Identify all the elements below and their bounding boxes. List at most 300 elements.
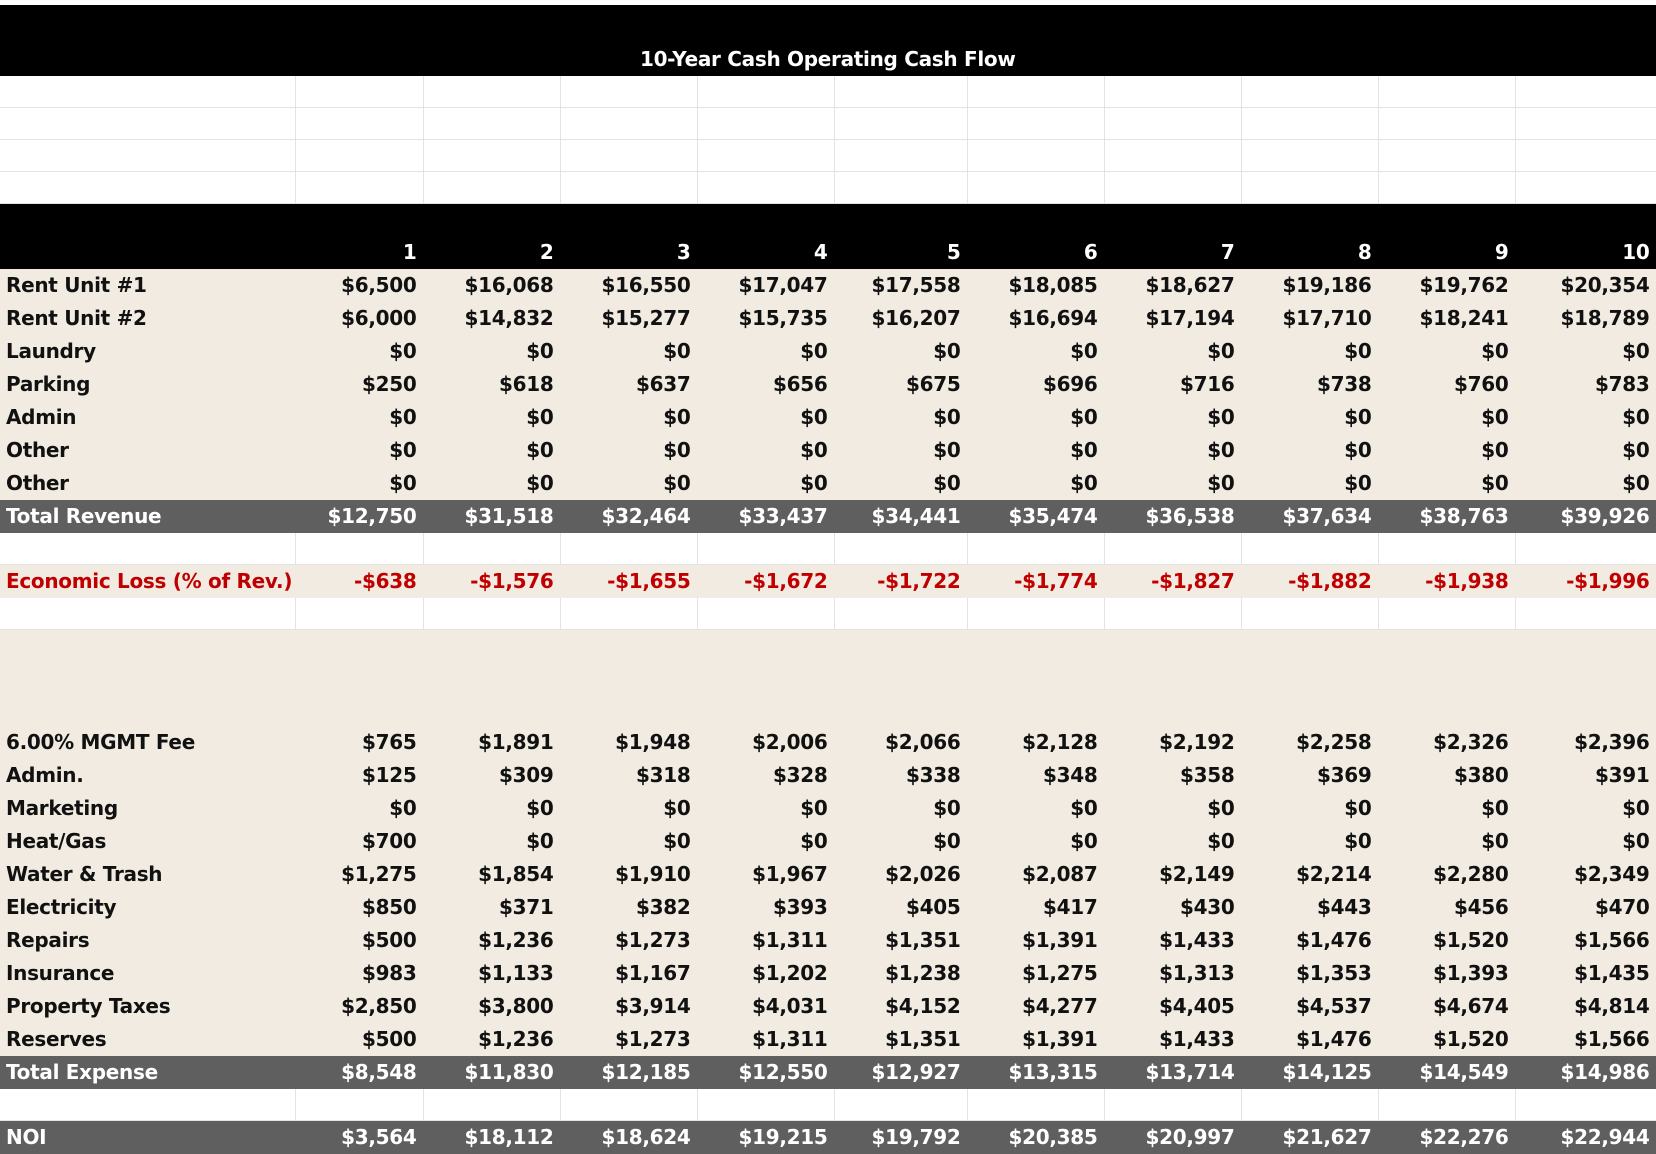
value-cell[interactable]: $850 — [295, 890, 423, 923]
empty-cell[interactable] — [1241, 107, 1378, 139]
value-cell[interactable]: $0 — [1378, 334, 1515, 367]
value-cell[interactable]: $14,832 — [423, 301, 560, 334]
value-cell[interactable]: $0 — [1378, 433, 1515, 466]
value-cell[interactable]: $0 — [423, 466, 560, 499]
value-cell[interactable]: -$1,774 — [967, 564, 1104, 597]
empty-cell[interactable] — [0, 107, 295, 139]
value-cell[interactable]: -$1,576 — [423, 564, 560, 597]
row-label[interactable]: Property Taxes — [0, 989, 295, 1022]
value-cell[interactable]: $1,433 — [1104, 923, 1241, 956]
value-cell[interactable]: $760 — [1378, 367, 1515, 400]
empty-cell[interactable] — [967, 532, 1104, 564]
value-cell[interactable]: $1,891 — [423, 725, 560, 758]
value-cell[interactable]: $0 — [1378, 791, 1515, 824]
value-cell[interactable]: -$1,827 — [1104, 564, 1241, 597]
value-cell[interactable]: $17,047 — [697, 268, 834, 301]
empty-cell[interactable] — [1378, 107, 1515, 139]
row-label[interactable]: Other — [0, 466, 295, 499]
value-cell[interactable]: $0 — [697, 824, 834, 857]
value-cell[interactable]: $34,441 — [834, 499, 967, 532]
empty-cell[interactable] — [967, 107, 1104, 139]
value-cell[interactable]: $500 — [295, 1022, 423, 1055]
row-label[interactable]: Admin — [0, 400, 295, 433]
empty-cell[interactable] — [1515, 661, 1656, 693]
value-cell[interactable]: $19,792 — [834, 1120, 967, 1153]
row-label[interactable]: Other — [0, 433, 295, 466]
value-cell[interactable]: $371 — [423, 890, 560, 923]
empty-cell[interactable] — [967, 693, 1104, 725]
year-header[interactable]: 3 — [560, 235, 697, 268]
value-cell[interactable]: $16,550 — [560, 268, 697, 301]
value-cell[interactable]: $12,550 — [697, 1055, 834, 1088]
value-cell[interactable]: -$1,882 — [1241, 564, 1378, 597]
value-cell[interactable]: $0 — [1241, 466, 1378, 499]
empty-cell[interactable] — [1378, 171, 1515, 203]
value-cell[interactable]: $1,351 — [834, 923, 967, 956]
empty-cell[interactable] — [0, 597, 295, 629]
value-cell[interactable]: $1,476 — [1241, 923, 1378, 956]
empty-cell[interactable] — [1515, 693, 1656, 725]
empty-cell[interactable] — [1241, 139, 1378, 171]
value-cell[interactable]: $4,277 — [967, 989, 1104, 1022]
value-cell[interactable]: $0 — [834, 791, 967, 824]
empty-cell[interactable] — [697, 532, 834, 564]
row-label[interactable]: Total Revenue — [0, 499, 295, 532]
empty-cell[interactable] — [560, 171, 697, 203]
row-label[interactable]: Admin. — [0, 758, 295, 791]
empty-cell[interactable] — [967, 1088, 1104, 1120]
empty-cell[interactable] — [1241, 1088, 1378, 1120]
value-cell[interactable]: $738 — [1241, 367, 1378, 400]
value-cell[interactable]: $0 — [1241, 400, 1378, 433]
value-cell[interactable]: $18,085 — [967, 268, 1104, 301]
empty-cell[interactable] — [1104, 629, 1241, 661]
value-cell[interactable]: $17,194 — [1104, 301, 1241, 334]
value-cell[interactable]: $14,125 — [1241, 1055, 1378, 1088]
value-cell[interactable]: $716 — [1104, 367, 1241, 400]
value-cell[interactable]: $6,500 — [295, 268, 423, 301]
empty-cell[interactable] — [295, 171, 423, 203]
value-cell[interactable]: $38,763 — [1378, 499, 1515, 532]
empty-cell[interactable] — [697, 693, 834, 725]
value-cell[interactable]: $1,566 — [1515, 1022, 1656, 1055]
empty-cell[interactable] — [0, 661, 295, 693]
empty-cell[interactable] — [1104, 107, 1241, 139]
value-cell[interactable]: $0 — [1104, 791, 1241, 824]
empty-cell[interactable] — [0, 75, 295, 107]
value-cell[interactable]: $4,537 — [1241, 989, 1378, 1022]
value-cell[interactable]: $328 — [697, 758, 834, 791]
empty-cell[interactable] — [295, 75, 423, 107]
value-cell[interactable]: $4,405 — [1104, 989, 1241, 1022]
year-header[interactable]: 9 — [1378, 235, 1515, 268]
value-cell[interactable]: $18,627 — [1104, 268, 1241, 301]
value-cell[interactable]: $14,986 — [1515, 1055, 1656, 1088]
value-cell[interactable]: $0 — [1378, 824, 1515, 857]
value-cell[interactable]: $1,311 — [697, 923, 834, 956]
value-cell[interactable]: $20,354 — [1515, 268, 1656, 301]
value-cell[interactable]: $0 — [1241, 433, 1378, 466]
empty-cell[interactable] — [1104, 532, 1241, 564]
value-cell[interactable]: $0 — [295, 400, 423, 433]
value-cell[interactable]: $0 — [697, 334, 834, 367]
value-cell[interactable]: $0 — [834, 466, 967, 499]
empty-cell[interactable] — [1104, 75, 1241, 107]
value-cell[interactable]: $0 — [295, 433, 423, 466]
empty-cell[interactable] — [560, 629, 697, 661]
year-header[interactable]: 6 — [967, 235, 1104, 268]
row-label[interactable]: Total Expense — [0, 1055, 295, 1088]
value-cell[interactable]: $2,149 — [1104, 857, 1241, 890]
row-label[interactable]: Parking — [0, 367, 295, 400]
value-cell[interactable]: $22,944 — [1515, 1120, 1656, 1153]
empty-cell[interactable] — [1104, 597, 1241, 629]
value-cell[interactable]: $1,238 — [834, 956, 967, 989]
value-cell[interactable]: $39,926 — [1515, 499, 1656, 532]
empty-cell[interactable] — [0, 693, 295, 725]
row-label[interactable]: Water & Trash — [0, 857, 295, 890]
value-cell[interactable]: $0 — [1241, 824, 1378, 857]
value-cell[interactable]: $16,068 — [423, 268, 560, 301]
value-cell[interactable]: $13,714 — [1104, 1055, 1241, 1088]
empty-cell[interactable] — [423, 139, 560, 171]
value-cell[interactable]: $21,627 — [1241, 1120, 1378, 1153]
value-cell[interactable]: $618 — [423, 367, 560, 400]
row-label[interactable]: Rent Unit #1 — [0, 268, 295, 301]
empty-cell[interactable] — [967, 75, 1104, 107]
value-cell[interactable]: $12,185 — [560, 1055, 697, 1088]
value-cell[interactable]: $1,566 — [1515, 923, 1656, 956]
value-cell[interactable]: $0 — [697, 791, 834, 824]
empty-cell[interactable] — [1241, 597, 1378, 629]
value-cell[interactable]: $1,273 — [560, 1022, 697, 1055]
empty-cell[interactable] — [295, 597, 423, 629]
empty-cell[interactable] — [1515, 139, 1656, 171]
empty-cell[interactable] — [423, 75, 560, 107]
empty-cell[interactable] — [1378, 693, 1515, 725]
value-cell[interactable]: $0 — [834, 334, 967, 367]
value-cell[interactable]: $3,800 — [423, 989, 560, 1022]
value-cell[interactable]: $391 — [1515, 758, 1656, 791]
value-cell[interactable]: $6,000 — [295, 301, 423, 334]
empty-cell[interactable] — [1241, 532, 1378, 564]
value-cell[interactable]: $430 — [1104, 890, 1241, 923]
value-cell[interactable]: $358 — [1104, 758, 1241, 791]
empty-cell[interactable] — [560, 661, 697, 693]
value-cell[interactable]: $2,280 — [1378, 857, 1515, 890]
value-cell[interactable]: $0 — [1515, 791, 1656, 824]
value-cell[interactable]: $16,694 — [967, 301, 1104, 334]
empty-cell[interactable] — [1515, 171, 1656, 203]
value-cell[interactable]: $0 — [1104, 466, 1241, 499]
value-cell[interactable]: $0 — [967, 400, 1104, 433]
value-cell[interactable]: $443 — [1241, 890, 1378, 923]
empty-cell[interactable] — [560, 1088, 697, 1120]
value-cell[interactable]: $31,518 — [423, 499, 560, 532]
header-cell[interactable] — [0, 203, 295, 235]
value-cell[interactable]: $2,850 — [295, 989, 423, 1022]
empty-cell[interactable] — [1378, 1088, 1515, 1120]
empty-cell[interactable] — [834, 693, 967, 725]
empty-cell[interactable] — [1378, 75, 1515, 107]
empty-cell[interactable] — [1515, 107, 1656, 139]
value-cell[interactable]: -$638 — [295, 564, 423, 597]
value-cell[interactable]: -$1,938 — [1378, 564, 1515, 597]
value-cell[interactable]: $18,624 — [560, 1120, 697, 1153]
value-cell[interactable]: $4,152 — [834, 989, 967, 1022]
year-header[interactable]: 5 — [834, 235, 967, 268]
value-cell[interactable]: $0 — [967, 791, 1104, 824]
header-cell[interactable] — [1241, 203, 1378, 235]
value-cell[interactable]: $3,564 — [295, 1120, 423, 1153]
row-label[interactable]: Insurance — [0, 956, 295, 989]
empty-cell[interactable] — [423, 597, 560, 629]
value-cell[interactable]: $1,967 — [697, 857, 834, 890]
row-label[interactable]: Repairs — [0, 923, 295, 956]
value-cell[interactable]: $0 — [967, 824, 1104, 857]
empty-cell[interactable] — [1241, 629, 1378, 661]
empty-cell[interactable] — [560, 597, 697, 629]
empty-cell[interactable] — [423, 629, 560, 661]
value-cell[interactable]: $0 — [423, 791, 560, 824]
value-cell[interactable]: $16,207 — [834, 301, 967, 334]
value-cell[interactable]: $4,814 — [1515, 989, 1656, 1022]
row-label[interactable]: Heat/Gas — [0, 824, 295, 857]
value-cell[interactable]: $20,385 — [967, 1120, 1104, 1153]
value-cell[interactable]: $2,192 — [1104, 725, 1241, 758]
year-header[interactable]: 7 — [1104, 235, 1241, 268]
value-cell[interactable]: $18,789 — [1515, 301, 1656, 334]
value-cell[interactable]: $2,349 — [1515, 857, 1656, 890]
value-cell[interactable]: $12,927 — [834, 1055, 967, 1088]
value-cell[interactable]: $33,437 — [697, 499, 834, 532]
year-header[interactable]: 8 — [1241, 235, 1378, 268]
value-cell[interactable]: $0 — [423, 334, 560, 367]
empty-cell[interactable] — [834, 139, 967, 171]
empty-cell[interactable] — [560, 139, 697, 171]
value-cell[interactable]: $13,315 — [967, 1055, 1104, 1088]
empty-cell[interactable] — [697, 629, 834, 661]
value-cell[interactable]: $0 — [560, 433, 697, 466]
value-cell[interactable]: $380 — [1378, 758, 1515, 791]
row-label[interactable]: Rent Unit #2 — [0, 301, 295, 334]
value-cell[interactable]: $18,241 — [1378, 301, 1515, 334]
year-header[interactable]: 2 — [423, 235, 560, 268]
empty-cell[interactable] — [1378, 532, 1515, 564]
empty-cell[interactable] — [1241, 75, 1378, 107]
value-cell[interactable]: $0 — [834, 433, 967, 466]
value-cell[interactable]: $1,393 — [1378, 956, 1515, 989]
value-cell[interactable]: $696 — [967, 367, 1104, 400]
empty-cell[interactable] — [834, 597, 967, 629]
value-cell[interactable]: $309 — [423, 758, 560, 791]
value-cell[interactable]: $0 — [295, 334, 423, 367]
empty-cell[interactable] — [967, 629, 1104, 661]
empty-cell[interactable] — [834, 75, 967, 107]
empty-cell[interactable] — [423, 532, 560, 564]
value-cell[interactable]: $500 — [295, 923, 423, 956]
value-cell[interactable]: $338 — [834, 758, 967, 791]
empty-cell[interactable] — [834, 629, 967, 661]
empty-cell[interactable] — [423, 1088, 560, 1120]
value-cell[interactable]: $1,311 — [697, 1022, 834, 1055]
empty-cell[interactable] — [697, 107, 834, 139]
value-cell[interactable]: $11,830 — [423, 1055, 560, 1088]
empty-cell[interactable] — [423, 171, 560, 203]
value-cell[interactable]: $2,326 — [1378, 725, 1515, 758]
empty-cell[interactable] — [697, 661, 834, 693]
header-cell[interactable] — [560, 203, 697, 235]
value-cell[interactable]: $0 — [295, 466, 423, 499]
empty-cell[interactable] — [0, 171, 295, 203]
value-cell[interactable]: $700 — [295, 824, 423, 857]
value-cell[interactable]: $456 — [1378, 890, 1515, 923]
value-cell[interactable]: $2,006 — [697, 725, 834, 758]
value-cell[interactable]: $1,133 — [423, 956, 560, 989]
value-cell[interactable]: $0 — [1378, 466, 1515, 499]
year-header[interactable]: 10 — [1515, 235, 1656, 268]
value-cell[interactable]: $2,128 — [967, 725, 1104, 758]
value-cell[interactable]: $3,914 — [560, 989, 697, 1022]
value-cell[interactable]: $4,674 — [1378, 989, 1515, 1022]
empty-cell[interactable] — [295, 629, 423, 661]
empty-cell[interactable] — [697, 75, 834, 107]
empty-cell[interactable] — [295, 107, 423, 139]
row-label[interactable]: Reserves — [0, 1022, 295, 1055]
value-cell[interactable]: $1,236 — [423, 1022, 560, 1055]
value-cell[interactable]: $1,275 — [967, 956, 1104, 989]
value-cell[interactable]: $0 — [560, 824, 697, 857]
empty-cell[interactable] — [1515, 1088, 1656, 1120]
empty-cell[interactable] — [1104, 171, 1241, 203]
value-cell[interactable]: $0 — [1104, 433, 1241, 466]
year-header[interactable]: 1 — [295, 235, 423, 268]
value-cell[interactable]: $17,558 — [834, 268, 967, 301]
header-cell[interactable] — [697, 203, 834, 235]
value-cell[interactable]: $0 — [1104, 400, 1241, 433]
value-cell[interactable]: -$1,672 — [697, 564, 834, 597]
value-cell[interactable]: $15,735 — [697, 301, 834, 334]
empty-cell[interactable] — [697, 597, 834, 629]
value-cell[interactable]: $15,277 — [560, 301, 697, 334]
value-cell[interactable]: $0 — [423, 433, 560, 466]
empty-cell[interactable] — [1378, 597, 1515, 629]
value-cell[interactable]: $0 — [834, 400, 967, 433]
empty-cell[interactable] — [1515, 75, 1656, 107]
sheet-title[interactable]: 10-Year Cash Operating Cash Flow — [0, 5, 1656, 75]
empty-cell[interactable] — [967, 139, 1104, 171]
value-cell[interactable]: $1,167 — [560, 956, 697, 989]
empty-cell[interactable] — [697, 1088, 834, 1120]
value-cell[interactable]: -$1,996 — [1515, 564, 1656, 597]
year-header[interactable]: 4 — [697, 235, 834, 268]
value-cell[interactable]: $382 — [560, 890, 697, 923]
value-cell[interactable]: $0 — [1104, 334, 1241, 367]
header-cell[interactable] — [1515, 203, 1656, 235]
value-cell[interactable]: $0 — [423, 824, 560, 857]
header-cell[interactable] — [423, 203, 560, 235]
value-cell[interactable]: $0 — [1515, 400, 1656, 433]
value-cell[interactable]: $348 — [967, 758, 1104, 791]
value-cell[interactable]: $1,236 — [423, 923, 560, 956]
empty-cell[interactable] — [834, 107, 967, 139]
empty-cell[interactable] — [697, 139, 834, 171]
value-cell[interactable]: $19,186 — [1241, 268, 1378, 301]
empty-cell[interactable] — [560, 75, 697, 107]
value-cell[interactable]: $2,026 — [834, 857, 967, 890]
value-cell[interactable]: $1,353 — [1241, 956, 1378, 989]
value-cell[interactable]: $22,276 — [1378, 1120, 1515, 1153]
value-cell[interactable]: $1,273 — [560, 923, 697, 956]
empty-cell[interactable] — [423, 661, 560, 693]
value-cell[interactable]: $675 — [834, 367, 967, 400]
row-label[interactable]: Economic Loss (% of Rev.) — [0, 564, 295, 597]
empty-cell[interactable] — [1241, 661, 1378, 693]
empty-cell[interactable] — [1515, 597, 1656, 629]
value-cell[interactable]: $1,391 — [967, 1022, 1104, 1055]
value-cell[interactable]: $1,433 — [1104, 1022, 1241, 1055]
value-cell[interactable]: $1,854 — [423, 857, 560, 890]
value-cell[interactable]: $405 — [834, 890, 967, 923]
empty-cell[interactable] — [967, 171, 1104, 203]
value-cell[interactable]: $36,538 — [1104, 499, 1241, 532]
empty-cell[interactable] — [0, 532, 295, 564]
value-cell[interactable]: $0 — [1515, 466, 1656, 499]
value-cell[interactable]: $1,476 — [1241, 1022, 1378, 1055]
empty-cell[interactable] — [1241, 171, 1378, 203]
empty-cell[interactable] — [295, 661, 423, 693]
value-cell[interactable]: $637 — [560, 367, 697, 400]
value-cell[interactable]: $250 — [295, 367, 423, 400]
value-cell[interactable]: $125 — [295, 758, 423, 791]
empty-cell[interactable] — [295, 1088, 423, 1120]
empty-cell[interactable] — [295, 693, 423, 725]
empty-cell[interactable] — [834, 1088, 967, 1120]
value-cell[interactable]: $0 — [295, 791, 423, 824]
empty-cell[interactable] — [967, 597, 1104, 629]
value-cell[interactable]: $1,351 — [834, 1022, 967, 1055]
row-label[interactable]: 6.00% MGMT Fee — [0, 725, 295, 758]
empty-cell[interactable] — [0, 629, 295, 661]
empty-cell[interactable] — [0, 139, 295, 171]
value-cell[interactable]: $0 — [1515, 433, 1656, 466]
empty-cell[interactable] — [1104, 139, 1241, 171]
value-cell[interactable]: $2,087 — [967, 857, 1104, 890]
empty-cell[interactable] — [560, 532, 697, 564]
value-cell[interactable]: $765 — [295, 725, 423, 758]
value-cell[interactable]: $0 — [967, 433, 1104, 466]
empty-cell[interactable] — [295, 532, 423, 564]
value-cell[interactable]: -$1,722 — [834, 564, 967, 597]
row-label[interactable]: Electricity — [0, 890, 295, 923]
value-cell[interactable]: $35,474 — [967, 499, 1104, 532]
value-cell[interactable]: $1,520 — [1378, 1022, 1515, 1055]
value-cell[interactable]: $1,313 — [1104, 956, 1241, 989]
value-cell[interactable]: $2,258 — [1241, 725, 1378, 758]
value-cell[interactable]: $0 — [1515, 334, 1656, 367]
value-cell[interactable]: $0 — [1241, 334, 1378, 367]
value-cell[interactable]: $2,066 — [834, 725, 967, 758]
header-cell[interactable] — [967, 203, 1104, 235]
empty-cell[interactable] — [834, 661, 967, 693]
empty-cell[interactable] — [1378, 139, 1515, 171]
empty-cell[interactable] — [1241, 693, 1378, 725]
empty-cell[interactable] — [423, 107, 560, 139]
value-cell[interactable]: $0 — [697, 466, 834, 499]
value-cell[interactable]: $783 — [1515, 367, 1656, 400]
value-cell[interactable]: $0 — [967, 466, 1104, 499]
value-cell[interactable]: $14,549 — [1378, 1055, 1515, 1088]
